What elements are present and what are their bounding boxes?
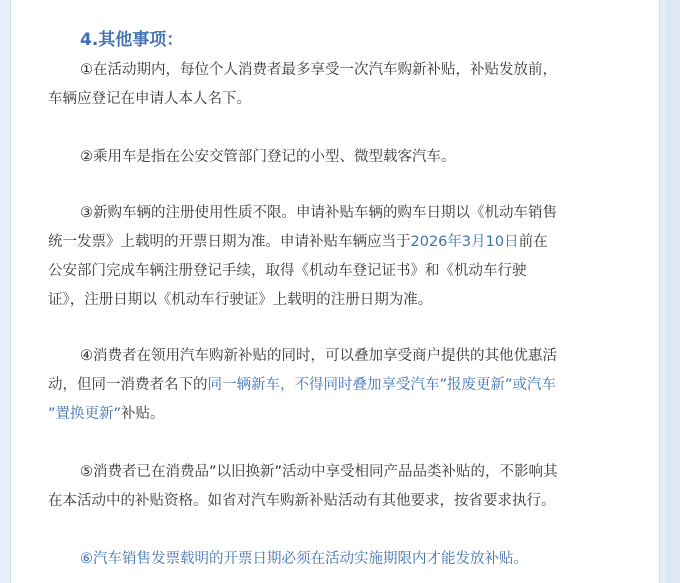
deadline-date: 2026年3月10日 — [410, 234, 519, 250]
item-4-line-2 — [48, 371, 648, 400]
item-3 — [48, 199, 648, 315]
item-6-line-1: ⑥汽车销售发票载明的开票日期必须在活动实施期限内才能发放补贴。 — [80, 551, 528, 567]
item-5-line-2: 在本活动中的补贴资格。如省对汽车购新补贴活动有其他要求，按省要求执行。 — [48, 493, 556, 509]
item-5 — [48, 458, 648, 516]
item-3-line-2-text: 统一发票》上载明的开票日期为准。申请补贴车辆应当于 — [48, 234, 411, 250]
item-6 — [48, 545, 648, 574]
item-3-line-1: ③新购车辆的注册使用性质不限。申请补贴车辆的购车日期以《机动车销售 — [80, 205, 557, 221]
item-3-line-4: 证》，注册日期以《机动车行驶证》上载明的注册日期为准。 — [48, 292, 433, 308]
item-4-line-2-text: 动，但同一消费者名下的 — [48, 377, 208, 393]
item-2 — [48, 143, 648, 172]
item-1 — [48, 56, 648, 114]
item-4-highlight-1: 同一辆新车，不得同时叠加享受汽车”报废更新”或汽车 — [207, 377, 557, 393]
item-5-line-1: ⑤消费者已在消费品”以旧换新”活动中享受相同产品品类补贴的，不影响其 — [80, 464, 558, 480]
item-4 — [48, 342, 648, 429]
item-3-line-2 — [48, 228, 648, 257]
item-3-line-3: 公安部门完成车辆注册登记手续，取得《机动车登记证书》和《机动车行驶 — [48, 263, 527, 279]
item-4-line-1: ④消费者在领用汽车购新补贴的同时，可以叠加享受商户提供的其他优惠活 — [80, 348, 557, 364]
item-4-highlight-2: ”置换更新” — [48, 406, 122, 422]
section-heading: 4.其他事项： — [80, 30, 184, 50]
item-4-line-3 — [48, 400, 648, 429]
side-stripe — [665, 0, 680, 583]
item-1-line-1: ①在活动期内，每位个人消费者最多享受一次汽车购新补贴，补贴发放前， — [80, 62, 557, 78]
item-2-line-1: ②乘用车是指在公安交管部门登记的小型、微型载客汽车。 — [80, 149, 456, 165]
item-1-line-2: 车辆应登记在申请人本人名下。 — [48, 91, 251, 107]
item-4-line-3-tail: 补贴。 — [121, 406, 165, 422]
item-3-line-2-tail: 前在 — [518, 234, 548, 250]
